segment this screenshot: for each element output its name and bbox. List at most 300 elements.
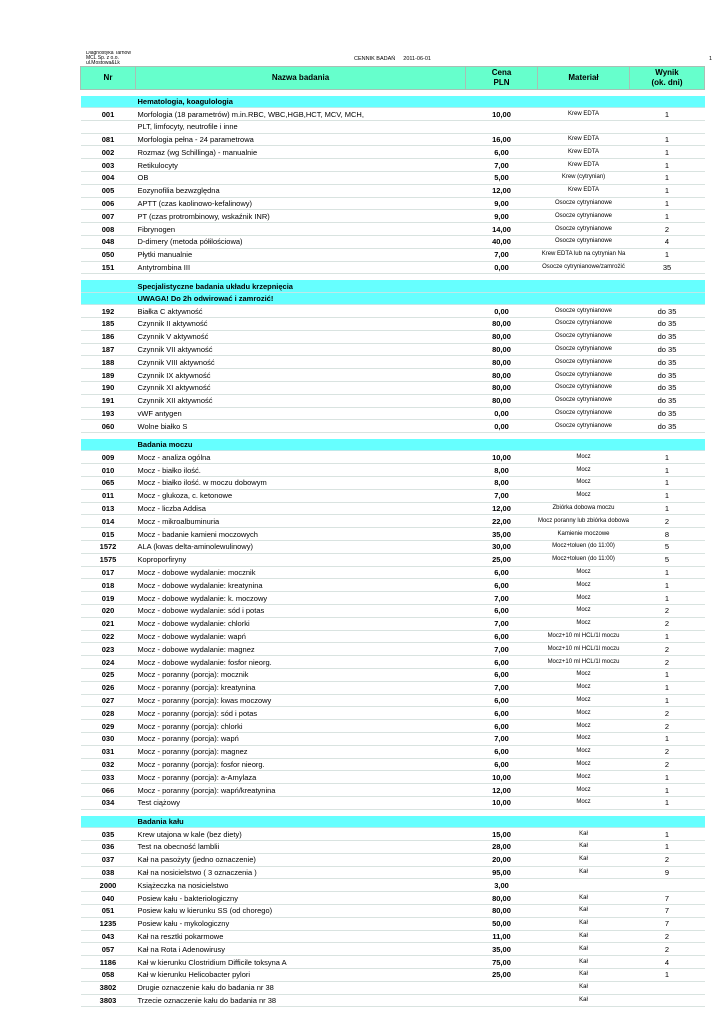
table-row [81, 981, 705, 994]
test-result-days: 1 [630, 159, 705, 172]
test-number: 019 [81, 592, 136, 605]
table-row [81, 330, 705, 343]
test-number: 017 [81, 566, 136, 579]
test-result-days: do 35 [630, 305, 705, 318]
test-material: Kamienie moczowe [538, 528, 630, 541]
section-cell [538, 96, 630, 108]
test-name: Mocz - dobowe wydalanie: wapń [136, 630, 466, 643]
test-material: Mocz [538, 669, 630, 682]
test-price: 0,00 [466, 407, 538, 420]
test-price: 80,00 [466, 330, 538, 343]
test-result-days: do 35 [630, 369, 705, 382]
section-cell [538, 292, 630, 304]
test-price: 80,00 [466, 381, 538, 394]
test-price: 7,00 [466, 592, 538, 605]
test-material: Osocze cytrynianowe [538, 381, 630, 394]
test-number: 030 [81, 733, 136, 746]
section-cell [466, 439, 538, 451]
test-material: Osocze cytrynianowe [538, 330, 630, 343]
test-material: Osocze cytrynianowe [538, 369, 630, 382]
test-result-days [630, 879, 705, 892]
test-price: 28,00 [466, 840, 538, 853]
section-cell [630, 292, 705, 304]
test-material: Osocze cytrynianowe/zamrożić [538, 261, 630, 274]
test-name: Mocz - glukoza, c. ketonowe [136, 489, 466, 502]
test-name: Mocz - poranny (porcja): sód i potas [136, 707, 466, 720]
table-row [81, 892, 705, 905]
test-result-days: 9 [630, 866, 705, 879]
test-result-days: 2 [630, 515, 705, 528]
test-price: 5,00 [466, 171, 538, 184]
table-row [81, 223, 705, 236]
test-material: Osocze cytrynianowe [538, 305, 630, 318]
test-name: Mocz - poranny (porcja): magnez [136, 745, 466, 758]
test-result-days: 1 [630, 784, 705, 797]
test-number: 021 [81, 617, 136, 630]
table-row [81, 853, 705, 866]
test-material: Kał [538, 853, 630, 866]
test-price: 10,00 [466, 771, 538, 784]
column-header-material: Materiał [538, 67, 630, 90]
test-price: 25,00 [466, 968, 538, 981]
test-material: Mocz [538, 451, 630, 464]
test-name: Książeczka na nosicielstwo [136, 879, 466, 892]
test-name: Czynnik XI aktywność [136, 381, 466, 394]
test-number: 3802 [81, 981, 136, 994]
column-header-result [630, 67, 705, 90]
test-price: 15,00 [466, 828, 538, 841]
test-name: Mocz - białko ilość. [136, 464, 466, 477]
test-material: Krew EDTA [538, 184, 630, 197]
test-name: Czynnik IX aktywność [136, 369, 466, 382]
test-result-days: 8 [630, 528, 705, 541]
table-row [81, 528, 705, 541]
test-price: 8,00 [466, 477, 538, 490]
table-row [81, 771, 705, 784]
test-price: 95,00 [466, 866, 538, 879]
price-table [80, 66, 705, 1007]
table-row [81, 210, 705, 223]
test-number: 027 [81, 694, 136, 707]
test-material: Mocz [538, 605, 630, 618]
test-price: 6,00 [466, 630, 538, 643]
table-row [81, 656, 705, 669]
section-title: Specjalistyczne badania układu krzepnięcia [136, 280, 466, 292]
table-row [81, 592, 705, 605]
test-price: 12,00 [466, 184, 538, 197]
column-header-nr: Nr [81, 67, 136, 90]
test-name: Mocz - poranny (porcja): fosfor nieorg. [136, 758, 466, 771]
empty-cell [81, 121, 136, 133]
test-price: 6,00 [466, 656, 538, 669]
test-name: Mocz - białko ilość. w moczu dobowym [136, 477, 466, 490]
test-result-days: 1 [630, 733, 705, 746]
test-material: Osocze cytrynianowe [538, 223, 630, 236]
test-price: 20,00 [466, 853, 538, 866]
test-name: Czynnik VII aktywność [136, 343, 466, 356]
table-row [81, 248, 705, 261]
section-note-row [81, 292, 705, 304]
test-price: 7,00 [466, 733, 538, 746]
test-name: Mocz - badanie kamieni moczowych [136, 528, 466, 541]
test-price: 80,00 [466, 356, 538, 369]
test-material: Mocz [538, 477, 630, 490]
test-result-days: 2 [630, 617, 705, 630]
test-name: Czynnik V aktywność [136, 330, 466, 343]
test-name: APTT (czas kaolinowo-kefalinowy) [136, 197, 466, 210]
test-result-days: 5 [630, 541, 705, 554]
test-number: 058 [81, 968, 136, 981]
test-number: 040 [81, 892, 136, 905]
table-row [81, 464, 705, 477]
test-material: Mocz [538, 733, 630, 746]
test-name: ALA (kwas delta-aminolewulinowy) [136, 541, 466, 554]
result-header-line2: (ok. dni) [651, 78, 683, 87]
test-number: 023 [81, 643, 136, 656]
table-row [81, 477, 705, 490]
test-price [466, 994, 538, 1007]
test-material: Krew EDTA [538, 108, 630, 121]
test-name-continuation: PLT, limfocyty, neutrofile i inne [136, 121, 466, 133]
test-name: Morfologia pełna - 24 parametrowa [136, 133, 466, 146]
test-price: 6,00 [466, 707, 538, 720]
section-cell [630, 439, 705, 451]
test-material: Kał [538, 994, 630, 1007]
test-result-days: 2 [630, 930, 705, 943]
test-price: 9,00 [466, 197, 538, 210]
test-material: Mocz [538, 579, 630, 592]
table-row [81, 669, 705, 682]
test-result-days: 1 [630, 694, 705, 707]
test-price: 6,00 [466, 669, 538, 682]
test-number: 189 [81, 369, 136, 382]
table-row [81, 171, 705, 184]
section-cell [466, 280, 538, 292]
test-material: Zbiórka dobowa moczu [538, 502, 630, 515]
section-header-row [81, 96, 705, 108]
test-name: OB [136, 171, 466, 184]
test-material: Kał [538, 828, 630, 841]
test-result-days: 1 [630, 146, 705, 159]
test-name: Trzecie oznaczenie kału do badania nr 38 [136, 994, 466, 1007]
test-price: 7,00 [466, 248, 538, 261]
test-number: 065 [81, 477, 136, 490]
test-price: 11,00 [466, 930, 538, 943]
table-row [81, 630, 705, 643]
table-row [81, 235, 705, 248]
price-header-line1: Cena [491, 68, 512, 77]
test-number: 010 [81, 464, 136, 477]
test-number: 1186 [81, 956, 136, 969]
test-result-days: 1 [630, 630, 705, 643]
table-row [81, 369, 705, 382]
test-result-days: 2 [630, 853, 705, 866]
test-price: 7,00 [466, 159, 538, 172]
test-result-days: 4 [630, 235, 705, 248]
test-name: Rozmaz (wg Schillinga) - manualnie [136, 146, 466, 159]
test-price: 7,00 [466, 643, 538, 656]
test-result-days: 5 [630, 553, 705, 566]
table-row [81, 956, 705, 969]
test-material: Krew EDTA [538, 159, 630, 172]
test-name: Kał na pasożyty (jedno oznaczenie) [136, 853, 466, 866]
test-result-days: 35 [630, 261, 705, 274]
table-row [81, 407, 705, 420]
test-result-days: 1 [630, 133, 705, 146]
test-result-days: do 35 [630, 317, 705, 330]
table-row [81, 553, 705, 566]
test-name: Eozynofilia bezwzględna [136, 184, 466, 197]
table-row [81, 904, 705, 917]
test-name: Mocz - dobowe wydalanie: chlorki [136, 617, 466, 630]
test-material: Kał [538, 943, 630, 956]
section-cell [81, 96, 136, 108]
test-price: 80,00 [466, 904, 538, 917]
test-result-days: 1 [630, 566, 705, 579]
test-result-days: 1 [630, 197, 705, 210]
test-name: Posiew kału - mykologiczny [136, 917, 466, 930]
table-header-row [81, 67, 705, 90]
table-row [81, 515, 705, 528]
test-result-days: 1 [630, 248, 705, 261]
test-number: 066 [81, 784, 136, 797]
test-material: Mocz [538, 694, 630, 707]
table-row-continuation [81, 121, 705, 133]
test-price: 6,00 [466, 745, 538, 758]
test-material: Mocz+10 ml HCL/1l moczu [538, 656, 630, 669]
test-result-days: do 35 [630, 330, 705, 343]
company-info [86, 51, 156, 65]
table-body [81, 90, 705, 1007]
test-name: Krew utajona w kale (bez diety) [136, 828, 466, 841]
column-header-name: Nazwa badania [136, 67, 466, 90]
test-number: 035 [81, 828, 136, 841]
test-material: Krew EDTA lub na cytrynian Na [538, 248, 630, 261]
test-number: 022 [81, 630, 136, 643]
section-cell [630, 96, 705, 108]
test-price: 6,00 [466, 566, 538, 579]
test-number: 050 [81, 248, 136, 261]
test-name: Kał w kierunku Helicobacter pylori [136, 968, 466, 981]
test-number: 190 [81, 381, 136, 394]
test-material: Mocz [538, 784, 630, 797]
test-number: 024 [81, 656, 136, 669]
table-row [81, 643, 705, 656]
test-price [466, 981, 538, 994]
test-name: Kał na resztki pokarmowe [136, 930, 466, 943]
test-number: 011 [81, 489, 136, 502]
test-name: Mocz - poranny (porcja): chlorki [136, 720, 466, 733]
table-row [81, 305, 705, 318]
column-header-price [466, 67, 538, 90]
document-title [354, 56, 431, 62]
test-result-days: do 35 [630, 394, 705, 407]
test-price: 22,00 [466, 515, 538, 528]
test-material: Osocze cytrynianowe [538, 356, 630, 369]
table-row [81, 579, 705, 592]
table-row [81, 720, 705, 733]
test-price: 80,00 [466, 343, 538, 356]
page-number: 1 [709, 56, 713, 62]
test-material: Mocz [538, 464, 630, 477]
test-number: 188 [81, 356, 136, 369]
table-row [81, 541, 705, 554]
test-price: 30,00 [466, 541, 538, 554]
table-row [81, 343, 705, 356]
section-cell [538, 439, 630, 451]
test-number: 007 [81, 210, 136, 223]
test-name: Mocz - poranny (porcja): kreatynina [136, 681, 466, 694]
test-material: Kał [538, 956, 630, 969]
test-price: 16,00 [466, 133, 538, 146]
test-material: Kał [538, 892, 630, 905]
table-row [81, 184, 705, 197]
test-result-days: 2 [630, 605, 705, 618]
table-row [81, 502, 705, 515]
test-number: 025 [81, 669, 136, 682]
test-number: 1575 [81, 553, 136, 566]
company-line: MCL Sp. z o.o. [86, 55, 119, 61]
test-price: 10,00 [466, 797, 538, 810]
test-material: Mocz [538, 771, 630, 784]
section-header-row [81, 816, 705, 828]
test-material: Osocze cytrynianowe [538, 407, 630, 420]
test-name: Mocz - dobowe wydalanie: kreatynina [136, 579, 466, 592]
test-material: Kał [538, 904, 630, 917]
test-name: Czynnik VIII aktywność [136, 356, 466, 369]
test-material: Krew EDTA [538, 133, 630, 146]
table-row [81, 317, 705, 330]
test-price: 0,00 [466, 305, 538, 318]
test-name: Antytrombina III [136, 261, 466, 274]
test-material: Osocze cytrynianowe [538, 394, 630, 407]
table-row [81, 866, 705, 879]
table-row [81, 943, 705, 956]
section-title: Badania kału [136, 816, 466, 828]
test-name: Mocz - poranny (porcja): wapń [136, 733, 466, 746]
test-number: 005 [81, 184, 136, 197]
test-number: 034 [81, 797, 136, 810]
test-material: Mocz [538, 489, 630, 502]
test-result-days: 1 [630, 968, 705, 981]
test-price: 9,00 [466, 210, 538, 223]
test-name: Mocz - poranny (porcja): mocznik [136, 669, 466, 682]
test-number: 028 [81, 707, 136, 720]
table-row [81, 694, 705, 707]
test-name: Posiew kału w kierunku SS (od chorego) [136, 904, 466, 917]
test-material: Osocze cytrynianowe [538, 343, 630, 356]
result-header-line1: Wynik [655, 68, 679, 77]
test-name: Białka C aktywność [136, 305, 466, 318]
test-price: 12,00 [466, 784, 538, 797]
section-title: Badania moczu [136, 439, 466, 451]
test-material: Kał [538, 981, 630, 994]
test-material: Mocz [538, 566, 630, 579]
test-price: 6,00 [466, 758, 538, 771]
test-material: Kał [538, 866, 630, 879]
test-name: Drugie oznaczenie kału do badania nr 38 [136, 981, 466, 994]
test-name: Mocz - poranny (porcja): wapń/kreatynina [136, 784, 466, 797]
test-result-days: 1 [630, 464, 705, 477]
test-price: 10,00 [466, 451, 538, 464]
test-material: Krew EDTA [538, 146, 630, 159]
test-number: 013 [81, 502, 136, 515]
table-row [81, 566, 705, 579]
test-result-days: 2 [630, 643, 705, 656]
test-result-days: 1 [630, 840, 705, 853]
test-number: 3803 [81, 994, 136, 1007]
test-result-days: do 35 [630, 407, 705, 420]
test-material: Mocz+10 ml HCL/1l moczu [538, 630, 630, 643]
test-number: 020 [81, 605, 136, 618]
company-line: Diagnostyka Tarnów [86, 51, 131, 56]
table-row [81, 133, 705, 146]
test-number: 038 [81, 866, 136, 879]
test-material: Mocz [538, 592, 630, 605]
test-result-days: 1 [630, 210, 705, 223]
company-line: ul.Mostowa&Lk [86, 60, 120, 65]
table-row [81, 381, 705, 394]
test-name: Czynnik II aktywność [136, 317, 466, 330]
test-price: 14,00 [466, 223, 538, 236]
test-material: Mocz [538, 758, 630, 771]
test-name: PT (czas protrombinowy, wskaźnik INR) [136, 210, 466, 223]
table-row [81, 605, 705, 618]
test-price: 80,00 [466, 369, 538, 382]
test-price: 80,00 [466, 317, 538, 330]
test-result-days: 7 [630, 892, 705, 905]
empty-cell [466, 121, 538, 133]
test-number: 048 [81, 235, 136, 248]
section-title: Hematologia, koagulologia [136, 96, 466, 108]
test-number: 191 [81, 394, 136, 407]
test-price: 80,00 [466, 394, 538, 407]
test-material: Mocz+toluen (do 11:00) [538, 553, 630, 566]
table-row [81, 930, 705, 943]
test-result-days: do 35 [630, 381, 705, 394]
table-row [81, 784, 705, 797]
test-result-days: 1 [630, 108, 705, 121]
empty-cell [538, 121, 630, 133]
test-name: Koproporfiryny [136, 553, 466, 566]
test-name: Mocz - dobowe wydalanie: magnez [136, 643, 466, 656]
test-name: Płytki manualnie [136, 248, 466, 261]
test-result-days: 2 [630, 943, 705, 956]
title-date: 2011-06-01 [403, 56, 431, 62]
test-number: 015 [81, 528, 136, 541]
test-name: Mocz - liczba Addisa [136, 502, 466, 515]
test-material [538, 879, 630, 892]
test-price: 40,00 [466, 235, 538, 248]
test-number: 1572 [81, 541, 136, 554]
test-result-days: 2 [630, 707, 705, 720]
test-number: 004 [81, 171, 136, 184]
test-result-days: 1 [630, 579, 705, 592]
section-note: UWAGA! Do 2h odwirować i zamrozić! [136, 292, 466, 304]
test-price: 8,00 [466, 464, 538, 477]
price-header-line2: PLN [493, 78, 510, 87]
test-result-days: 4 [630, 956, 705, 969]
test-number: 051 [81, 904, 136, 917]
test-result-days: 1 [630, 451, 705, 464]
table-row [81, 879, 705, 892]
test-name: D-dimery (metoda półilościowa) [136, 235, 466, 248]
test-name: Posiew kału - bakteriologiczny [136, 892, 466, 905]
test-material: Mocz poranny lub zbiórka dobowa [538, 515, 630, 528]
test-price: 0,00 [466, 420, 538, 433]
section-cell [466, 292, 538, 304]
test-result-days: 1 [630, 184, 705, 197]
